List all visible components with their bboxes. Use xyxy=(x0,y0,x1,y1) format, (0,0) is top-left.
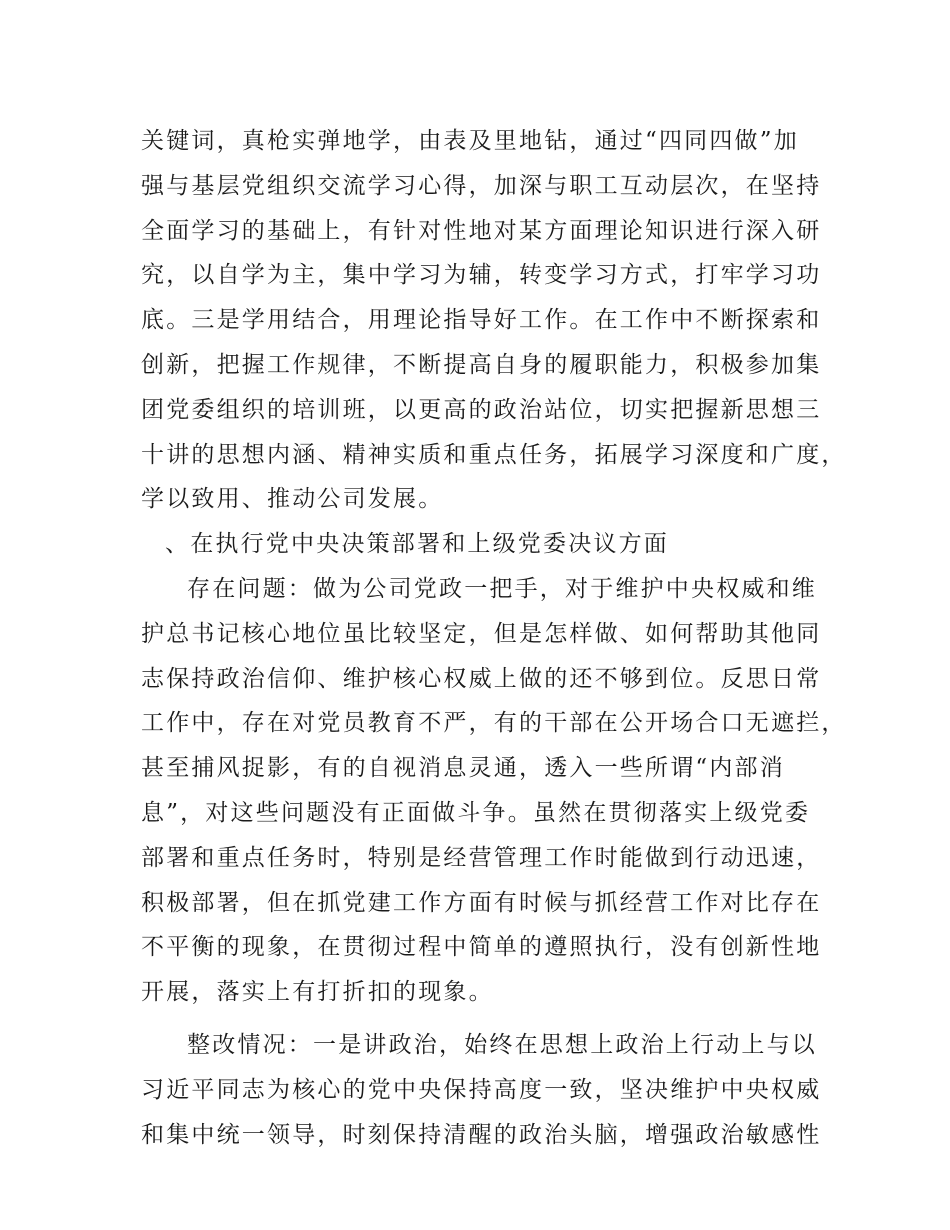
paragraph-rectification xyxy=(141,1023,831,1157)
text-line: 工作中，存在对党员教育不严，有的干部在公开场合口无遮拦， xyxy=(141,710,847,737)
text-line: 全面学习的基础上，有针对性地对某方面理论知识进行深入研 xyxy=(141,217,822,244)
section-heading: 、在执行党中央决策部署和上级党委决议方面 xyxy=(165,531,669,558)
text-line: 甚至捕风捉影，有的自视消息灵通，透入一些所谓“内部消 xyxy=(141,755,785,782)
paragraph-spacer xyxy=(141,1015,831,1023)
text-line: 护总书记核心地位虽比较坚定，但是怎样做、如何帮助其他同 xyxy=(141,620,822,647)
text-line: 和集中统一领导，时刻保持清醒的政治头脑，增强政治敏感性 xyxy=(141,1121,822,1148)
text-line: 创新，把握工作规律，不断提高自身的履职能力，积极参加集 xyxy=(141,351,822,378)
paragraph-study xyxy=(141,119,847,522)
text-line: 强与基层党组织交流学习心得，加深与职工互动层次，在坚持 xyxy=(141,172,822,199)
text-line: 学以致用、推动公司发展。 xyxy=(141,486,444,513)
text-line: 开展，落实上有打折扣的现象。 xyxy=(141,979,494,1006)
text-line: 息”，对这些问题没有正面做斗争。虽然在贯彻落实上级党委 xyxy=(141,799,811,826)
text-line: 十讲的思想内涵、精神实质和重点任务，拓展学习深度和广度， xyxy=(141,441,847,468)
text-line: 整改情况：一是讲政治，始终在思想上政治上行动上与以 xyxy=(187,1031,817,1058)
text-line: 部署和重点任务时，特别是经营管理工作时能做到行动迅速， xyxy=(141,844,822,871)
text-line: 底。三是学用结合，用理论指导好工作。在工作中不断探索和 xyxy=(141,307,822,334)
text-line: 不平衡的现象，在贯彻过程中简单的遵照执行，没有创新性地 xyxy=(141,934,822,961)
text-line: 关键词，真枪实弹地学，由表及里地钻，通过“四同四做”加 xyxy=(141,128,799,154)
document-body xyxy=(141,119,847,1157)
text-line: 习近平同志为核心的党中央保持高度一致，坚决维护中央权威 xyxy=(141,1076,822,1103)
text-line: 团党委组织的培训班，以更高的政治站位，切实把握新思想三 xyxy=(141,396,822,423)
text-line: 究，以自学为主，集中学习为辅，转变学习方式，打牢学习功 xyxy=(141,262,822,289)
paragraph-problems xyxy=(141,567,847,1015)
text-line: 存在问题：做为公司党政一把手，对于维护中央权威和维 xyxy=(187,575,817,602)
text-line: 志保持政治信仰、维护核心权威上做的还不够到位。反思日常 xyxy=(141,665,822,692)
text-line: 积极部署，但在抓党建工作方面有时候与抓经营工作对比存在 xyxy=(141,889,822,916)
